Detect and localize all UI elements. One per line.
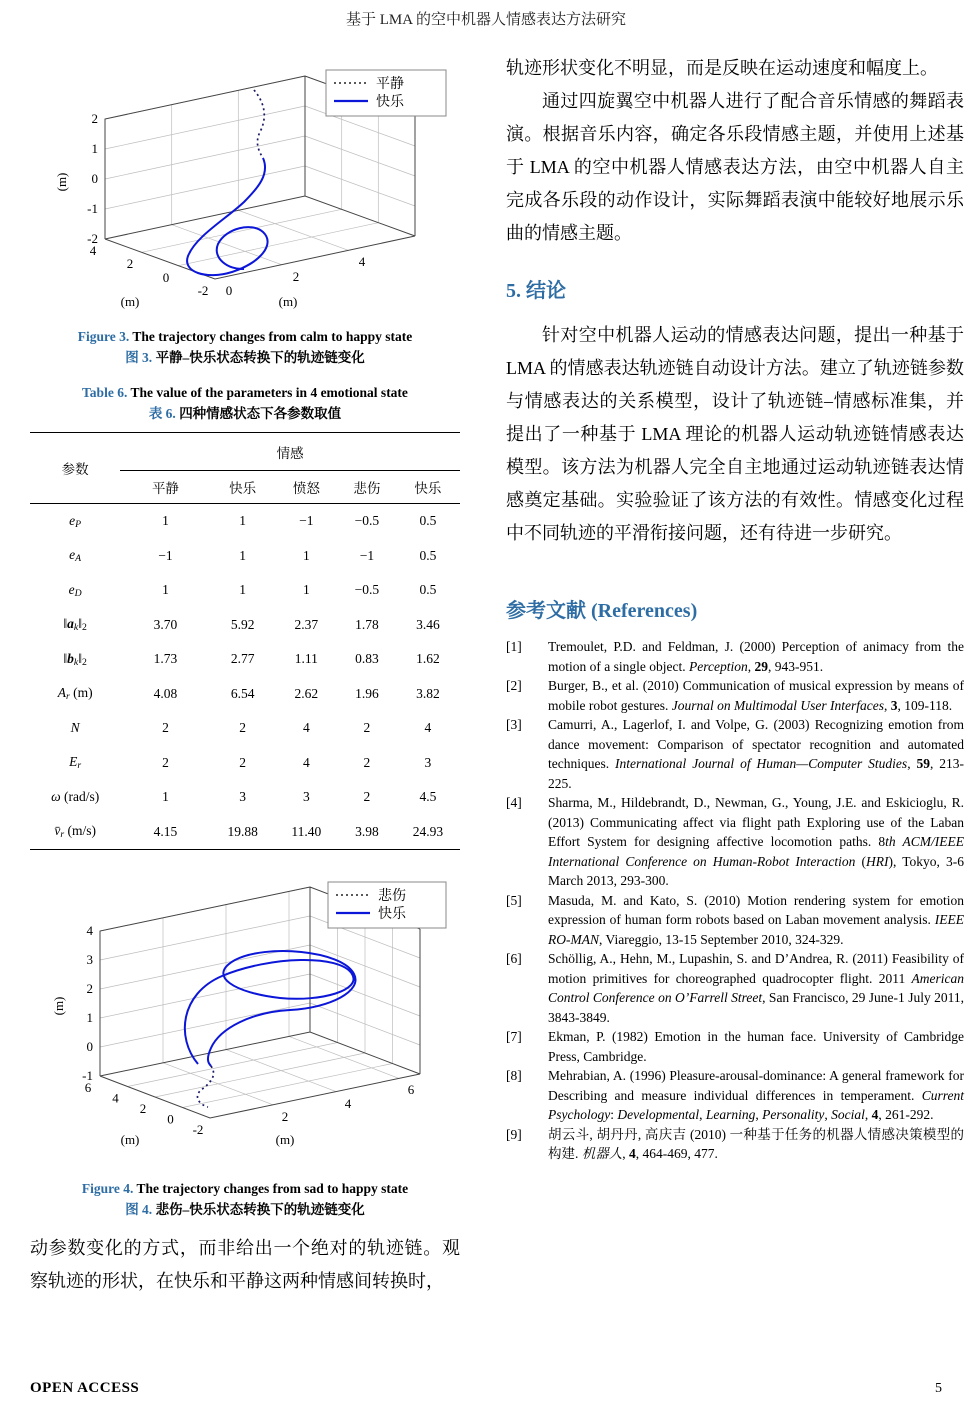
legend-label-calm: 平静 xyxy=(376,77,404,92)
table-header-emotion-col: 悲伤 xyxy=(338,471,396,504)
tick-label: -1 xyxy=(82,1068,93,1083)
body-paragraph-continuation: 动参数变化的方式，而非给出一个绝对的轨迹链。观察轨迹的形状，在快乐和平静这两种情感间转换时， xyxy=(30,1238,460,1291)
value-cell: 4.15 xyxy=(120,815,210,850)
reference-item xyxy=(506,637,964,676)
legend-label-happy: 快乐 xyxy=(376,95,404,110)
table-label: 表 6. xyxy=(148,406,176,421)
value-cell: 2.77 xyxy=(230,651,255,667)
table-row xyxy=(30,746,460,781)
running-head: 基于 LMA 的空中机器人情感表达方法研究 xyxy=(345,12,626,28)
value-cell: 3.70 xyxy=(153,616,178,632)
value-cell: 0.5 xyxy=(419,513,437,529)
tick-label: 4 xyxy=(86,923,93,938)
reference-item xyxy=(506,1027,964,1066)
figure-label: 图 4. xyxy=(125,1202,153,1217)
figure3-plot xyxy=(30,64,460,316)
table6-title-en xyxy=(30,382,460,403)
tick-label: 0 xyxy=(167,1111,174,1127)
figure-label: 图 3. xyxy=(125,350,153,365)
figure4-caption xyxy=(30,1178,460,1220)
value-cell: 0.5 xyxy=(419,582,437,598)
value-cell: 19.88 xyxy=(211,815,275,850)
reference-number: [5] xyxy=(506,892,522,908)
param-cell: $‖a_k‖2$ xyxy=(63,616,87,634)
value-cell: −0.5 xyxy=(354,513,380,529)
tick-label: 0 xyxy=(162,270,170,285)
value-cell: 0.5 xyxy=(419,547,437,563)
tick-label: 2 xyxy=(91,111,98,126)
value-cell: 1 xyxy=(162,582,169,598)
tick-label: 2 xyxy=(281,1109,289,1124)
reference-number: [1] xyxy=(506,639,522,654)
value-cell: 1.73 xyxy=(153,651,178,667)
value-cell: 3 xyxy=(302,789,310,805)
reference-item xyxy=(506,1125,964,1164)
body-paragraph: 通过四旋翼空中机器人进行了配合音乐情感的舞蹈表演。根据音乐内容，确定各乐段情感主题，并使用上述基于 LMA 的空中机器人情感表达方法，由空中机器人自主完成各乐段的动作设计，实际舞蹈表演中能较好地展示乐曲的情感主题。 xyxy=(506,91,964,243)
footer-page-number: 5 xyxy=(935,1381,942,1396)
figure-caption-text: The trajectory changes from sad to happy state xyxy=(136,1181,409,1196)
tick-label: 0 xyxy=(225,283,233,298)
value-cell: 1 xyxy=(302,547,310,563)
value-cell: −1 xyxy=(299,513,314,529)
tick-label: 6 xyxy=(84,1080,92,1095)
tick-label: 4 xyxy=(358,254,366,269)
figure-caption-text: 平静–快乐状态转换下的轨迹链变化 xyxy=(155,350,365,365)
value-cell: 2.37 xyxy=(294,616,319,632)
value-cell: −1 xyxy=(359,547,375,563)
tick-label: 1 xyxy=(91,141,98,156)
body-paragraph-continuation: 轨迹形状变化不明显，而是反映在运动速度和幅度上。 xyxy=(506,58,938,78)
tick-label: 2 xyxy=(139,1101,147,1116)
table6-title xyxy=(30,382,460,424)
reference-item xyxy=(506,1066,964,1125)
figure-caption-text: 悲伤–快乐状态转换下的轨迹链变化 xyxy=(155,1202,365,1217)
value-cell: 1.11 xyxy=(294,651,318,667)
value-cell: −0.5 xyxy=(354,582,380,598)
table-header-emotion-col: 平静 xyxy=(120,471,210,504)
reference-item xyxy=(506,949,964,1027)
x-axis-label: (m) xyxy=(120,294,140,309)
value-cell: 4 xyxy=(424,720,432,736)
figure3-legend xyxy=(326,70,446,116)
figure3-caption-en xyxy=(30,326,460,347)
table-header-emotion-col: 愤怒 xyxy=(275,471,338,504)
param-cell: $e_A$ xyxy=(69,547,82,565)
table6-title-zh xyxy=(30,403,460,424)
param-cell: $E_r$ xyxy=(69,754,82,772)
tick-label: 4 xyxy=(89,243,97,258)
table-row xyxy=(30,711,460,746)
reference-text: Schöllig, A., Hehn, M., Lupashin, S. and D’Andrea, R. (2011) Feasibility of motion primitives for choreographed quadrocopter flight. 2011 American Control Conference on O’Farrell Street, San Francisco, 29 June-1 July 2011, 3843-3849. xyxy=(548,951,964,1025)
right-column xyxy=(506,52,964,1164)
reference-text: Burger, B., et al. (2010) Communication of musical expression by means of mobile robot gestures. Journal on Multimodal User Interfaces, 3, 109-118. xyxy=(548,678,964,713)
y-axis-label: (m) xyxy=(275,1132,295,1147)
tick-label: 2 xyxy=(292,269,300,284)
figure4-plot xyxy=(30,876,460,1168)
reference-number: [8] xyxy=(506,1068,522,1083)
tick-label: 1 xyxy=(86,1010,93,1025)
table-row xyxy=(30,504,460,539)
table-row xyxy=(30,539,460,574)
value-cell: 2 xyxy=(162,720,169,736)
reference-item xyxy=(506,891,964,950)
trajectory-calm-dotted xyxy=(254,90,264,158)
tick-label: 6 xyxy=(407,1082,415,1097)
value-cell: 1.96 xyxy=(355,685,379,701)
footer-open-access: OPEN ACCESS xyxy=(30,1380,140,1396)
table-row xyxy=(30,573,460,608)
figure3-caption-zh xyxy=(30,347,460,368)
table-header-emotion-col: 快乐 xyxy=(211,471,275,504)
figure3-caption xyxy=(30,326,460,368)
left-column xyxy=(30,52,460,1298)
value-cell: 2 xyxy=(239,720,247,736)
value-cell: 11.40 xyxy=(275,815,338,850)
z-axis-label: (m) xyxy=(51,996,66,1016)
reference-number: [3] xyxy=(506,717,522,732)
tick-label: -2 xyxy=(87,231,98,246)
value-cell: 3.98 xyxy=(338,815,396,850)
tick-label: 4 xyxy=(344,1096,352,1111)
reference-text: Sharma, M., Hildebrandt, D., Newman, G., Young, J.E. and Eskicioglu, R. (2013) Communicating affect via flight path Exploring use of the Laban Effort System for designing affective locomotion paths. 8th ACM/IEEE International Conference on Human-Robot Interaction (HRI), Tokyo, 3-6 March 2013, 293-300. xyxy=(548,795,964,888)
param-cell: $‖b_k‖2$ xyxy=(63,650,87,668)
value-cell: 1 xyxy=(162,789,169,805)
body-paragraph: 针对空中机器人运动的情感表达问题，提出一种基于 LMA 的情感表达轨迹链自动设计方法。建立了轨迹链参数与情感表达的关系模型，设计了轨迹链–情感标准集，并提出了一种基于 LMA 理论的机器人运动轨迹链情感表达模型。该方法为机器人完全自主地通过运动轨迹链表达情感奠定基础。实验验证了该方法的有效性。情感变化过程中不同轨迹的平滑衔接问题，还有待进一步研究。 xyxy=(506,325,964,543)
reference-text: Camurri, A., Lagerlof, I. and Volpe, G. (2003) Recognizing emotion from dance movement: Comparison of spectator recognition and automated techniques. International Journal of Human—Computer Studies, 59, 213-225. xyxy=(548,717,965,791)
value-cell: 2.62 xyxy=(294,685,319,701)
value-cell: −1 xyxy=(158,547,173,563)
value-cell: 3 xyxy=(239,789,247,805)
table-row xyxy=(30,677,460,712)
z-axis-label: (m) xyxy=(54,172,69,192)
param-cell: $A_r$ (m) xyxy=(57,685,93,703)
value-cell: 4 xyxy=(302,754,310,770)
reference-text: 胡云斗, 胡丹丹, 高庆吉 (2010) 一种基于任务的机器人情感决策模型的构建. 机器人, 4, 464-469, 477. xyxy=(548,1126,964,1161)
table-row xyxy=(30,608,460,643)
tick-label: 2 xyxy=(86,981,93,996)
figure3-tick-labels xyxy=(54,111,366,309)
table-title-text: The value of the parameters in 4 emotional state xyxy=(130,385,408,400)
reference-item xyxy=(506,676,964,715)
value-cell: 1.62 xyxy=(416,651,440,667)
value-cell: 1 xyxy=(239,582,247,598)
value-cell: 1 xyxy=(162,513,169,529)
reference-list xyxy=(506,637,964,1164)
tick-label: 4 xyxy=(112,1090,119,1106)
value-cell: 5.92 xyxy=(230,616,255,632)
section-heading-conclusion: 5. 结论 xyxy=(506,280,566,302)
reference-text: Mehrabian, A. (1996) Pleasure-arousal-dominance: A general framework for Describing and measure individual differences in temperament. Current Psychology: Developmental, Learning, Personality, Social, 4, 261-292. xyxy=(548,1068,964,1122)
value-cell: 1.78 xyxy=(355,616,379,632)
x-axis-label: (m) xyxy=(120,1132,140,1147)
legend-label-sad: 悲伤 xyxy=(378,889,406,904)
value-cell: 6.54 xyxy=(230,685,255,701)
value-cell: 3.46 xyxy=(416,616,440,632)
param-cell: ω (rad/s) xyxy=(51,789,100,805)
table-row xyxy=(30,815,460,850)
section-heading-references: 参考文献 (References) xyxy=(506,600,698,622)
param-cell: $e_P$ xyxy=(69,512,82,530)
reference-item xyxy=(506,793,964,891)
value-cell: 1 xyxy=(239,513,247,529)
reference-text: Ekman, P. (1982) Emotion in the human face. University of Cambridge Press, Cambridge. xyxy=(548,1029,964,1064)
value-cell: 2 xyxy=(363,754,371,770)
value-cell: 4 xyxy=(302,720,310,736)
table-title-text: 四种情感状态下各参数取值 xyxy=(179,406,342,421)
value-cell: 2 xyxy=(162,754,169,770)
reference-number: [4] xyxy=(506,795,522,810)
tick-label: 2 xyxy=(126,256,134,271)
value-cell: 1 xyxy=(239,547,247,563)
figure-label: Figure 4. xyxy=(81,1181,134,1196)
param-cell: N xyxy=(70,720,80,736)
value-cell: 2 xyxy=(363,789,371,805)
figure4-legend xyxy=(328,882,446,928)
value-cell: 2 xyxy=(239,754,247,770)
reference-number: [7] xyxy=(506,1029,522,1044)
reference-text: Masuda, M. and Kato, S. (2010) Motion rendering system for emotion expression of human form robots based on Laban movement analysis. IEEE RO-MAN, Viareggio, 13-15 September 2010, 324-329. xyxy=(548,892,964,947)
param-cell: $e_D$ xyxy=(68,581,82,599)
value-cell: 4.08 xyxy=(153,685,178,701)
value-cell: 3 xyxy=(424,754,432,770)
figure4-caption-zh xyxy=(30,1199,460,1220)
table-body xyxy=(30,504,460,850)
value-cell: 24.93 xyxy=(396,815,460,850)
table-row xyxy=(30,642,460,677)
table-row xyxy=(30,780,460,815)
value-cell: 0.83 xyxy=(355,651,379,667)
table-header-param: 参数 xyxy=(30,433,120,504)
figure-caption-text: The trajectory changes from calm to happy state xyxy=(132,329,413,344)
figure4-caption-en xyxy=(30,1178,460,1199)
y-axis-label: (m) xyxy=(278,294,298,309)
tick-label: -1 xyxy=(87,201,98,216)
tick-label: 0 xyxy=(86,1039,93,1054)
tick-label: 0 xyxy=(91,171,98,186)
value-cell: 3.82 xyxy=(416,685,440,701)
value-cell: 4.5 xyxy=(419,789,437,805)
legend-label-happy: 快乐 xyxy=(378,907,406,922)
value-cell: 2 xyxy=(363,720,371,736)
param-cell: $v̄_r$ (m/s) xyxy=(30,815,120,850)
trajectory-happy-solid xyxy=(185,951,356,1066)
reference-number: [6] xyxy=(506,951,522,966)
table-header-emotion: 情感 xyxy=(120,433,460,471)
table-label: Table 6. xyxy=(82,385,128,400)
tick-label: -2 xyxy=(192,1122,204,1137)
tick-label: -2 xyxy=(197,283,209,298)
reference-text: Tremoulet, P.D. and Feldman, J. (2000) Perception of animacy from the motion of a single object. Perception, 29, 943-951. xyxy=(548,639,964,674)
reference-number: [9] xyxy=(506,1126,522,1142)
reference-number: [2] xyxy=(506,678,522,693)
reference-item xyxy=(506,715,964,793)
parameters-table xyxy=(30,432,460,850)
value-cell: 1 xyxy=(302,582,310,598)
table-header-emotion-col: 快乐 xyxy=(396,471,460,504)
figure-label: Figure 3. xyxy=(77,329,130,344)
tick-label: 3 xyxy=(86,952,93,967)
